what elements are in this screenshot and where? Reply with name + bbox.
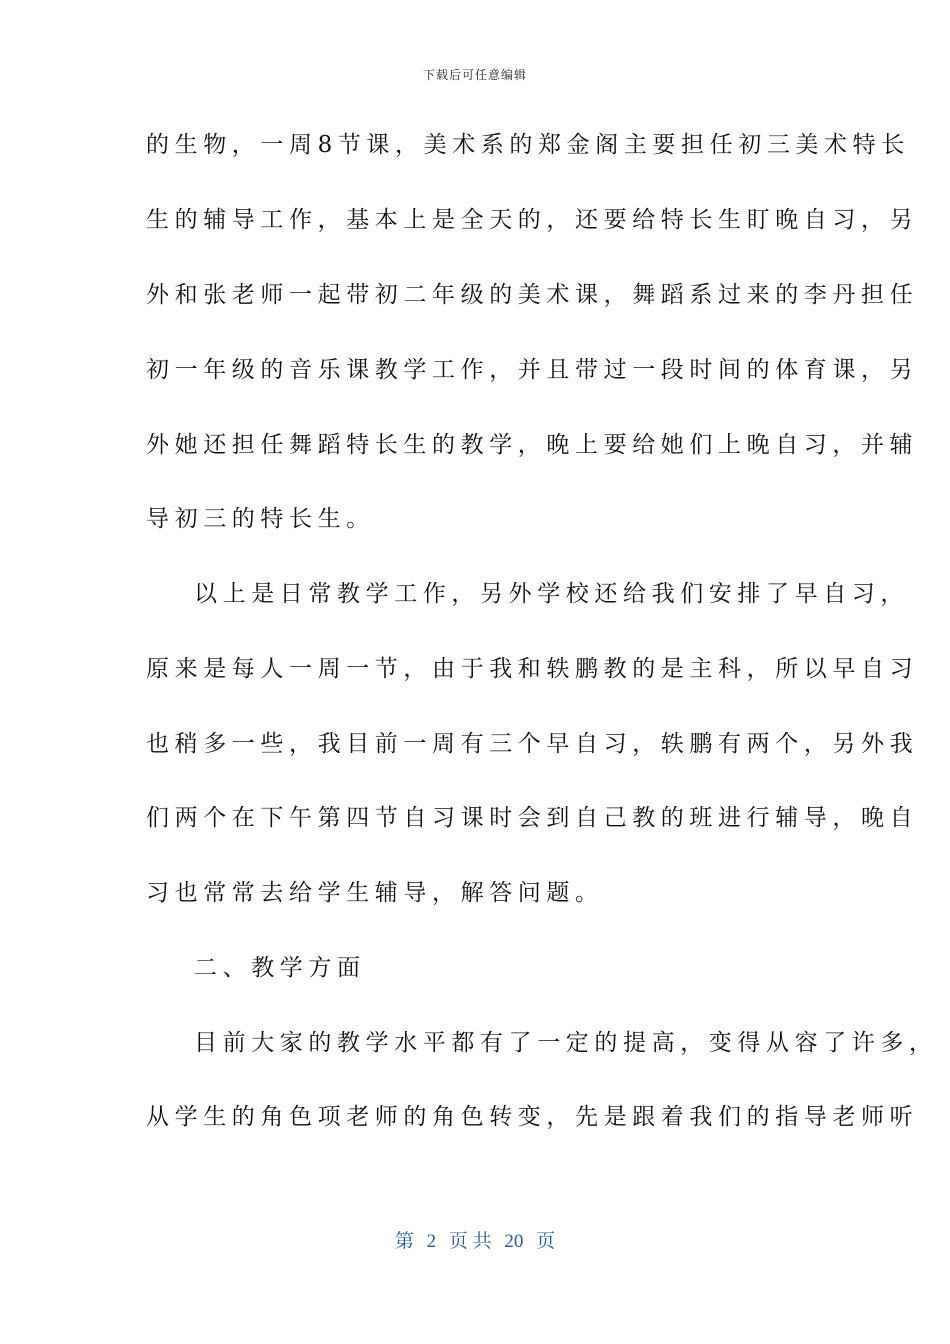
total-page-count: 20 bbox=[504, 1231, 524, 1252]
text-line-indented: 以上是日常教学工作，另外学校还给我们安排了早自习， bbox=[194, 581, 909, 607]
text-line: 原来是每人一周一节，由于我和轶鹏教的是主科，所以早自习 bbox=[146, 656, 919, 682]
text-line: 导初三的特长生。 bbox=[146, 506, 375, 532]
text-line: 外和张老师一起带初二年级的美术课，舞蹈系过来的李丹担任 bbox=[146, 282, 919, 308]
current-page-number: 2 bbox=[426, 1231, 437, 1252]
text-line: 外她还担任舞蹈特长生的教学，晚上要给她们上晚自习，并辅 bbox=[146, 432, 919, 458]
text-line: 习也常常去给学生辅导，解答问题。 bbox=[146, 880, 604, 906]
section-heading: 二、教学方面 bbox=[194, 955, 366, 981]
text-line: 的生物，一周8节课，美术系的郑金阁主要担任初三美术特长 bbox=[146, 132, 910, 158]
text-line: 也稍多一些，我目前一周有三个早自习，轶鹏有两个，另外我 bbox=[146, 731, 919, 757]
text-line-indented: 目前大家的教学水平都有了一定的提高，变得从容了许多， bbox=[194, 1030, 938, 1056]
text-line: 生的辅导工作，基本上是全天的，还要给特长生盯晚自习，另 bbox=[146, 207, 919, 233]
text-line: 初一年级的音乐课教学工作，并且带过一段时间的体育课，另 bbox=[146, 357, 919, 383]
page-footer bbox=[0, 1226, 950, 1253]
footer-suffix: 页 bbox=[536, 1231, 556, 1252]
header-note: 下载后可任意编辑 bbox=[422, 68, 527, 82]
footer-prefix: 第 bbox=[394, 1231, 414, 1252]
text-line: 从学生的角色项老师的角色转变，先是跟着我们的指导老师听 bbox=[146, 1104, 919, 1130]
footer-middle: 页 共 bbox=[448, 1231, 492, 1252]
text-line: 们两个在下午第四节自习课时会到自己教的班进行辅导，晚自 bbox=[146, 805, 919, 831]
